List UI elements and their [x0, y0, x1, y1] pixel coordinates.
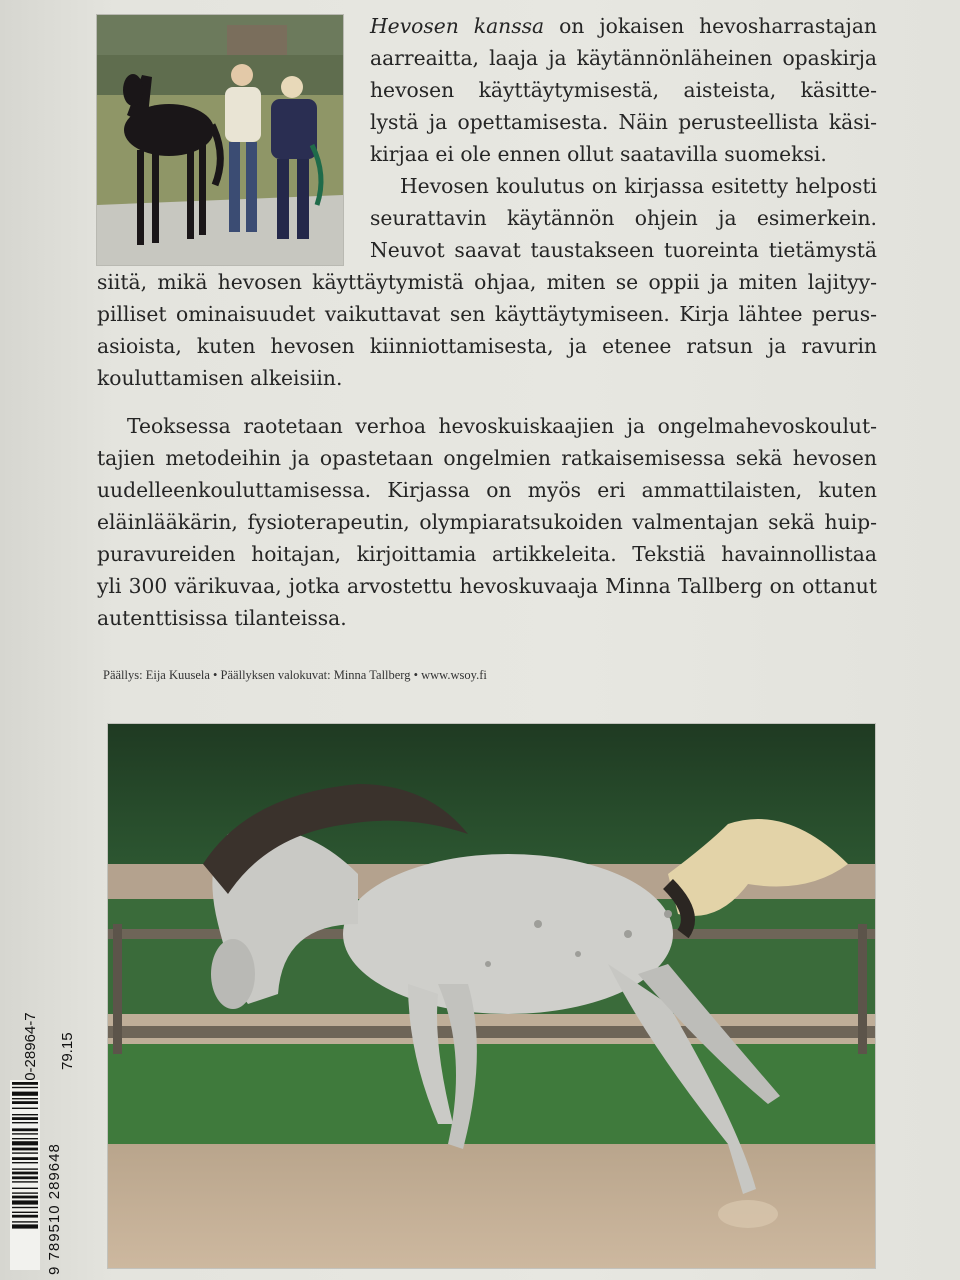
text-line: siitä, mikä hevosen käyttäytymistä ohjaa, miten se oppii ja miten lajityy- — [97, 270, 877, 294]
text-line: Teoksessa raotetaan verhoa hevoskuiskaajien ja ongelmahevoskoulut- — [127, 414, 877, 438]
text-line: lystä ja opettamisesta. Näin perusteellista käsi- — [370, 110, 877, 134]
text-line: kirjaa ei ole ennen ollut saatavilla suomeksi. — [370, 142, 827, 166]
text-line: autenttisissa tilanteissa. — [97, 606, 347, 630]
text-line: Neuvot saavat taustakseen tuoreinta tietämystä — [370, 238, 877, 262]
cover-credits: Päällys: Eija Kuusela • Päällyksen valokuvat: Minna Tallberg • www.wsoy.fi — [103, 668, 487, 682]
text-line: aarreaitta, laaja ja käytännönläheinen opaskirja — [370, 46, 877, 70]
text-line: yli 300 värikuvaa, jotka arvostettu hevoskuvaaja Minna Tallberg on ottanut — [97, 574, 877, 598]
text-line: asioista, kuten hevosen kiinniottamisesta, ja etenee ratsun ja ravurin — [97, 334, 877, 358]
photo-horse-with-two-people — [97, 15, 343, 265]
text-line: hevosen käyttäytymisestä, aisteista, käsitte- — [370, 78, 877, 102]
text-line: uudelleenkouluttamisessa. Kirjassa on myös eri ammattilaisten, kuten — [97, 478, 877, 502]
text-line: puravureiden hoitajan, kirjoittamia artikkeleita. Tekstiä havainnollistaa — [97, 542, 877, 566]
text-line: Hevosen kanssa on jokaisen hevosharrastajan — [370, 14, 877, 38]
text-line: kouluttamisen alkeisiin. — [97, 366, 343, 390]
text-line: eläinlääkärin, fysioterapeutin, olympiaratsukoiden valmentajan sekä huip- — [97, 510, 877, 534]
text-line: pilliset ominaisuudet vaikuttavat sen käyttäytymiseen. Kirja lähtee perus- — [97, 302, 877, 326]
text-line: Hevosen koulutus on kirjassa esitetty helposti — [400, 174, 877, 198]
text-line: seurattavin käytännön ohjein ja esimerkein. — [370, 206, 877, 230]
barcode-graphic — [10, 1080, 40, 1270]
photo-grey-horse-bucking — [108, 724, 875, 1268]
barcode-number: 9 789510 289648 — [46, 1143, 63, 1275]
book-title-italic: Hevosen kanssa — [370, 14, 545, 38]
price-code: 79.15 — [59, 1032, 76, 1070]
text-line: tajien metodeihin ja opastetaan ongelmien ratkaisemisessa sekä hevosen — [97, 446, 877, 470]
